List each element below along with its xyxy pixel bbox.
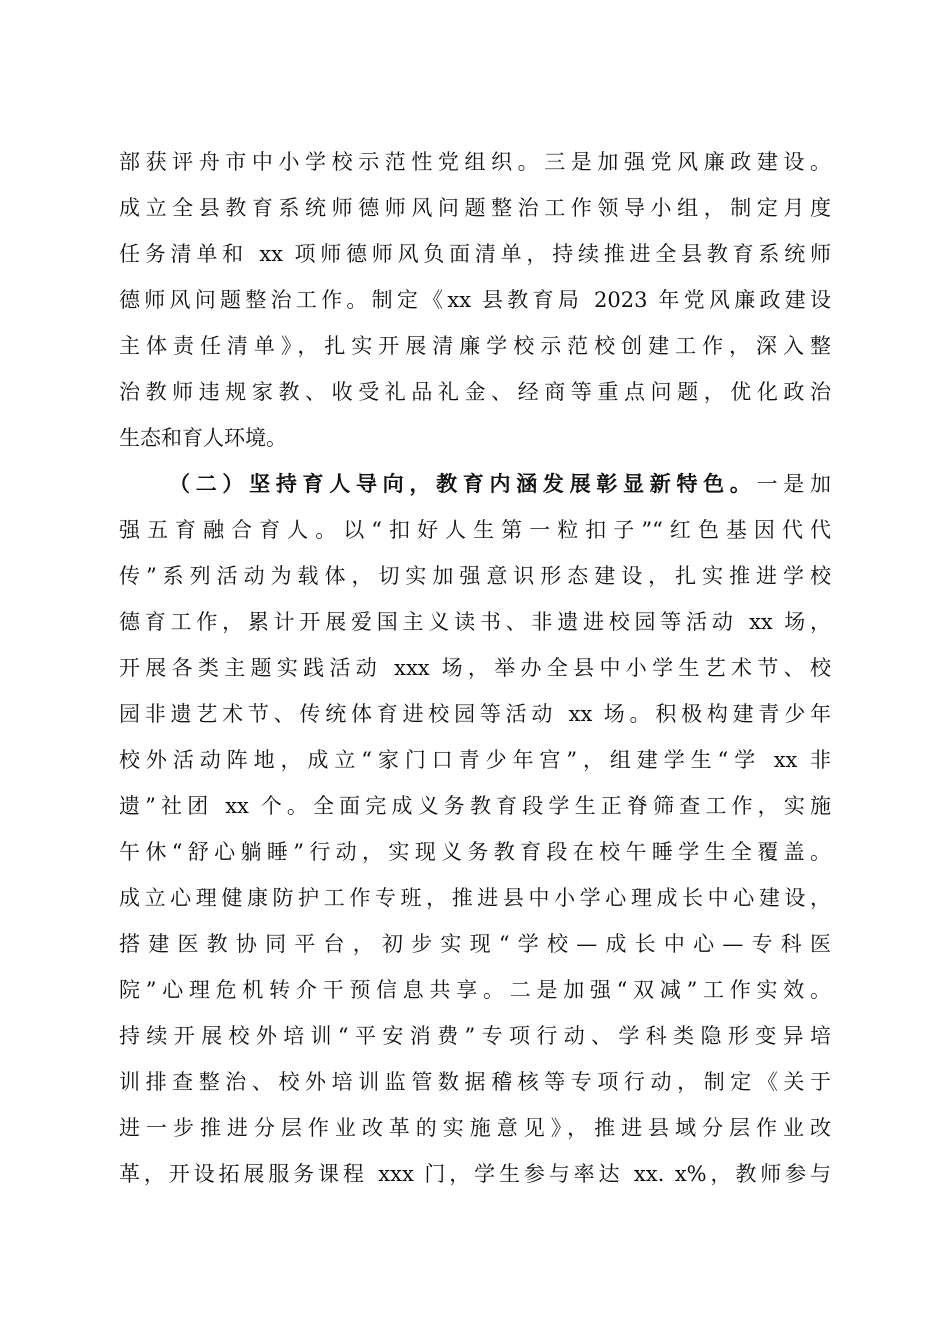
text-fragment: 一是加 <box>756 472 832 496</box>
text-line: 开展各类主题实践活动 xxx 场，举办全县中小学生艺术节、校 <box>119 656 831 680</box>
section-heading: （二）坚持育人导向，教育内涵发展彰显新特色。 <box>169 471 757 496</box>
text-line: 搭建医教协同平台，初步实现“学校—成长中心—专科医 <box>119 932 831 956</box>
text-line: 成立全县教育系统师德师风问题整治工作领导小组，制定月度 <box>119 196 831 220</box>
text-line: 进一步推进分层作业改革的实施意见》，推进县域分层作业改 <box>119 1116 831 1140</box>
text-line: 主体责任清单》，扎实开展清廉学校示范校创建工作，深入整 <box>119 334 831 358</box>
text-line: 任务清单和 xx 项师德师风负面清单，持续推进全县教育系统师 <box>119 242 831 266</box>
text-line: 持续开展校外培训“平安消费”专项行动、学科类隐形变异培 <box>119 1024 831 1048</box>
text-line: 传”系列活动为载体，切实加强意识形态建设，扎实推进学校 <box>119 564 831 588</box>
text-line: 德育工作，累计开展爱国主义读书、非遗进校园等活动 xx 场， <box>119 610 831 634</box>
text-line: 部获评舟市中小学校示范性党组织。三是加强党风廉政建设。 <box>119 150 831 174</box>
text-line: 德师风问题整治工作。制定《xx 县教育局 2023 年党风廉政建设 <box>119 288 831 312</box>
paragraph-party-conduct <box>119 139 831 461</box>
text-line: 校外活动阵地，成立“家门口青少年宫”，组建学生“学 xx 非 <box>119 748 831 772</box>
text-line: 遗”社团 xx 个。全面完成义务教育段学生正脊筛查工作，实施 <box>119 794 831 818</box>
text-line: 训排查整治、校外培训监管数据稽核等专项行动，制定《关于 <box>119 1070 831 1094</box>
text-line: 强五育融合育人。以“扣好人生第一粒扣子”“红色基因代代 <box>119 518 831 542</box>
paragraph-education-development <box>119 461 831 1197</box>
text-line: 生态和育人环境。 <box>119 426 287 450</box>
text-line: 成立心理健康防护工作专班，推进县中小学心理成长中心建设， <box>119 886 831 910</box>
text-line: 治教师违规家教、收受礼品礼金、经商等重点问题，优化政治 <box>119 380 831 404</box>
text-line: 园非遗艺术节、传统体育进校园等活动 xx 场。积极构建青少年 <box>119 702 831 726</box>
text-line: 革，开设拓展服务课程 xxx 门，学生参与率达 xx. x%，教师参与 <box>119 1162 831 1186</box>
body-text <box>119 139 831 1197</box>
text-line <box>119 461 831 507</box>
text-line: 午休“舒心躺睡”行动，实现义务教育段在校午睡学生全覆盖。 <box>119 840 831 864</box>
text-line: 院”心理危机转介干预信息共享。二是加强“双减”工作实效。 <box>119 978 831 1002</box>
